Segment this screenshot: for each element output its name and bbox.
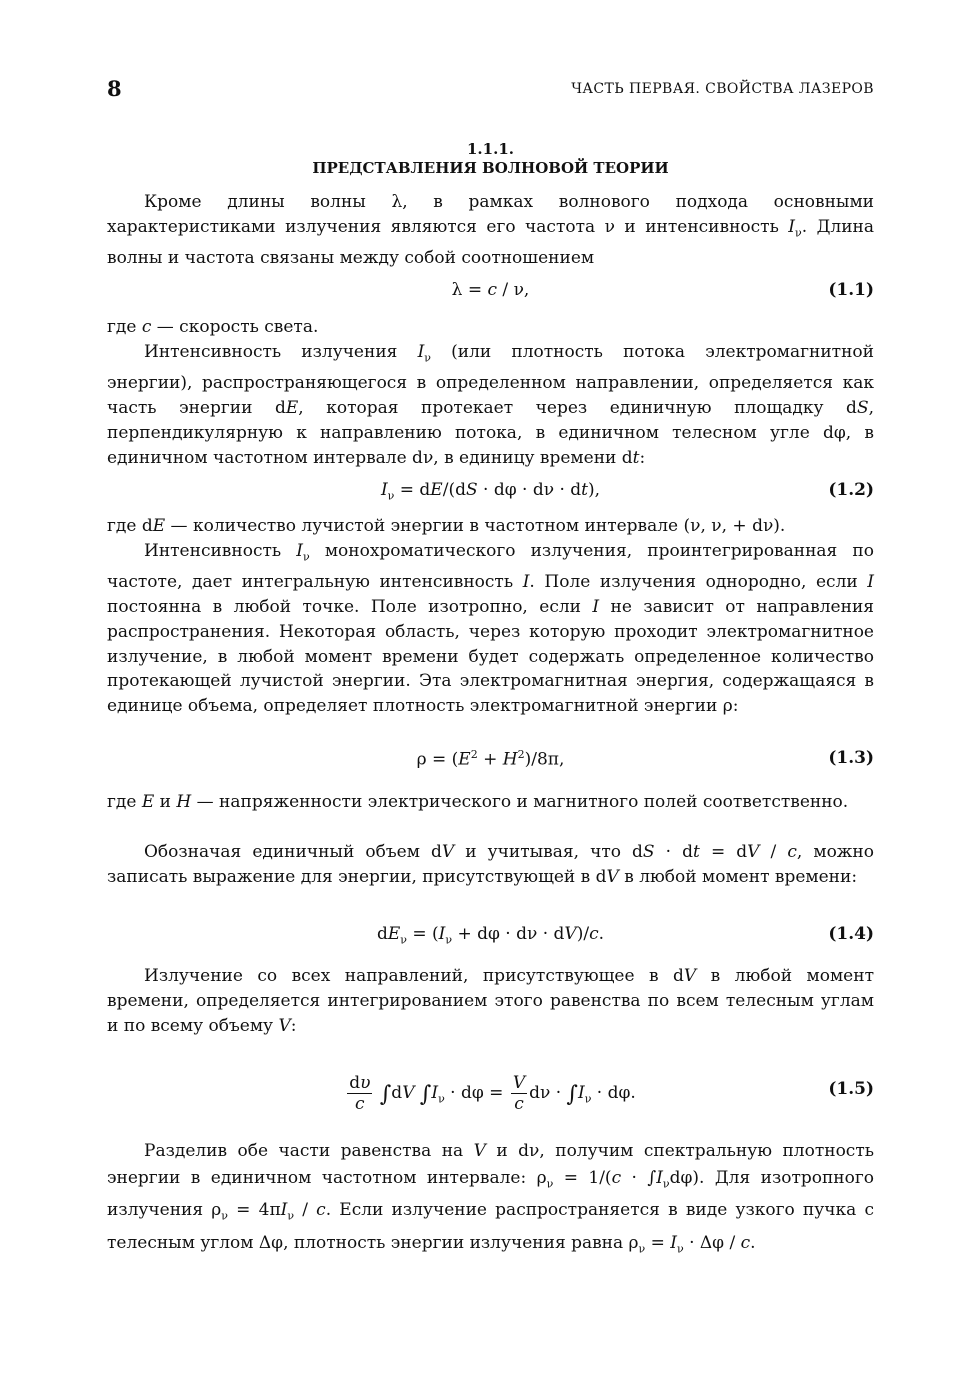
equation-formula: $I_\nu = dE/(dS \cdot d\varphi \cdot d\nu \cdot dt)$, (380, 480, 601, 503)
equation (107, 1061, 874, 1113)
equation (107, 277, 874, 307)
equation-number: (1.2) (828, 480, 874, 500)
equation (107, 921, 874, 951)
equation-formula: $dE_\nu = (I_\nu + d\varphi \cdot d\nu \cdot dV)/c$. (376, 924, 605, 947)
equation-formula: λ = c / ν, (451, 280, 530, 300)
section-heading (107, 140, 874, 178)
equation-formula: $\frac{d\upsilon}{c}$ ∫dV $\int I_\nu \cdot d\varphi$ = $\frac{V}{c}$ $d\nu \cdot \int I_\nu \cdot d\varphi$. (349, 1073, 636, 1114)
page-number: 8 (107, 76, 122, 101)
paragraph: где c — скорость света. (107, 317, 319, 337)
equation-number: (1.3) (828, 748, 874, 768)
paragraph: Интенсивность $I_\nu$ монохроматического излучения, проинтегрированная по частоте, дает интегральную интенсивность I. Поле излучения однородно, если I постоянна в любой точке. Поле изотропно, если I не зависит от направления распространения. Некоторая область, через которую проходит электромагнитное излучение, в любой момент времени будет содержать определенное количество протекающей лучистой энергии. Эта электромагнитная энергия, содержащаяся в единице объема, определяет плотность электромагнитной энергии ρ: (107, 541, 875, 717)
equation (107, 477, 874, 507)
section-title: ПРЕДСТАВЛЕНИЯ ВОЛНОВОЙ ТЕОРИИ (312, 159, 669, 177)
running-head: ЧАСТЬ ПЕРВАЯ. СВОЙСТВА ЛАЗЕРОВ (571, 81, 874, 97)
paragraph: Обозначая единичный объем dV и учитывая, что dS · dt = dV / c, можно записать выражение для энергии, присутствующей в dV в любой момент времени: (107, 842, 875, 887)
paragraph: где E и H — напряженности электрического и магнитного полей соответственно. (107, 792, 849, 812)
paragraph: Интенсивность излучения $I_\nu$ (или плотность потока электромагнитной энергии), распространяющегося в определенном направлении, определяется как часть энергии dE, которая протекает через единичную площадку dS, перпендикулярную к направлению потока, в единичном телесном угле dφ, в единичном частотном интервале dν, в единицу времени dt: (107, 342, 874, 468)
equation-formula: $\rho = (E^2 + H^2)/8\pi$, (416, 748, 565, 770)
equation-number: (1.5) (828, 1079, 874, 1099)
page-header (107, 76, 874, 104)
section-number: 1.1.1. (467, 140, 514, 158)
equation-number: (1.1) (828, 280, 874, 300)
paragraph: Кроме длины волны λ, в рамках волнового подхода основными характеристиками излучения являются его частота ν и интенсивность $I_\nu$. Длина волны и частота связаны между собой соотношением (107, 192, 874, 268)
paragraph: где dE — количество лучистой энергии в частотном интервале (ν, ν, + dν). (107, 516, 786, 536)
paragraph: Разделив обе части равенства на V и dν, получим спектральную плотность энергии в единичном частотном интервале: $\rho_\nu = 1/(c \cdot \int I_\nu d\varphi)$. Для изотропного излучения $\rho_\nu = 4\pi I_\nu / c$. Если излучение распространяется в виде узкого пучка с телесным углом Δφ, плотность энергии излучения равна $\rho_\nu = I_\nu \cdot \Delta\varphi / c$. (107, 1141, 875, 1256)
paragraph: Излучение со всех направлений, присутствующее в dV в любой момент времени, определяется интегрированием этого равенства по всем телесным углам и по всему объему V: (107, 966, 874, 1036)
equation (107, 745, 874, 775)
equation-number: (1.4) (828, 924, 874, 944)
